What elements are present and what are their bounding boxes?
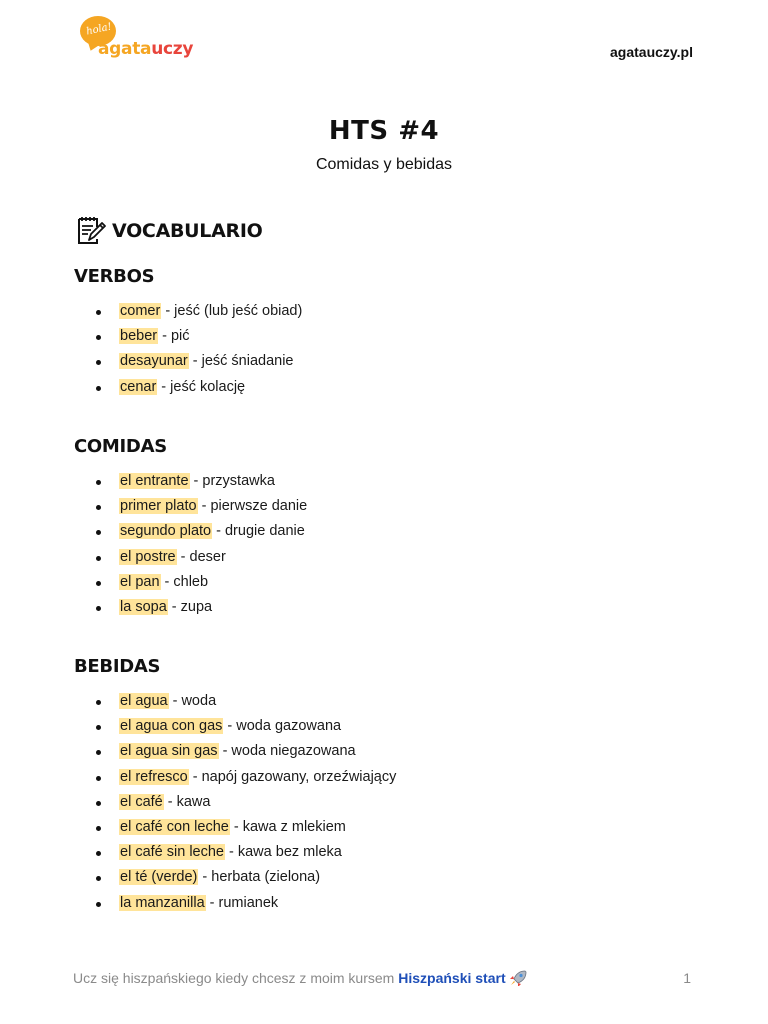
vocab-translation: - jeść śniadanie bbox=[188, 353, 294, 370]
footer-text: Ucz się hiszpańskiego kiedy chcesz z moim kursem bbox=[73, 970, 399, 986]
vocab-translation: - herbata (zielona) bbox=[198, 869, 321, 886]
vocab-term: la manzanilla bbox=[120, 894, 205, 911]
bullet-icon bbox=[96, 725, 101, 730]
bullet-icon bbox=[96, 801, 101, 806]
bullet-icon bbox=[96, 505, 101, 510]
vocab-translation: - pierwsze danie bbox=[197, 498, 308, 515]
list-item bbox=[0, 519, 307, 544]
group-heading-comidas: COMIDAS bbox=[74, 436, 167, 457]
vocab-term: comer bbox=[120, 303, 161, 319]
vocab-term: el té (verde) bbox=[120, 869, 198, 886]
bullet-icon bbox=[96, 851, 101, 856]
vocab-term: cenar bbox=[120, 378, 157, 395]
bullet-icon bbox=[96, 480, 101, 485]
bullet-icon bbox=[96, 902, 101, 907]
vocab-translation: - chleb bbox=[160, 573, 209, 590]
list-item bbox=[0, 840, 396, 865]
vocab-term: el café sin leche bbox=[120, 844, 224, 861]
footer bbox=[73, 970, 527, 986]
vocab-translation: - drugie danie bbox=[212, 523, 305, 540]
page-subtitle: Comidas y bebidas bbox=[315, 156, 453, 173]
vocab-term: el refresco bbox=[120, 768, 188, 785]
list-item bbox=[0, 891, 396, 916]
vocab-list-bebidas bbox=[0, 689, 396, 916]
logo-wordmark bbox=[98, 39, 193, 59]
vocab-list-comidas bbox=[0, 469, 307, 620]
course-link[interactable]: Hiszpański start bbox=[398, 970, 506, 986]
bullet-icon bbox=[96, 335, 101, 340]
vocab-translation: - woda gazowana bbox=[223, 718, 342, 735]
vocab-term: primer plato bbox=[120, 498, 197, 515]
vocab-translation: - woda bbox=[168, 693, 217, 709]
list-item bbox=[0, 324, 302, 349]
bullet-icon bbox=[96, 876, 101, 881]
vocab-term: segundo plato bbox=[120, 523, 212, 540]
vocab-term: el entrante bbox=[120, 473, 189, 489]
brand-logo[interactable] bbox=[80, 16, 200, 64]
site-url-link[interactable]: agatauczy.pl bbox=[610, 44, 693, 60]
bullet-icon bbox=[96, 360, 101, 365]
list-item bbox=[0, 714, 396, 739]
vocab-translation: - kawa z mlekiem bbox=[229, 818, 346, 835]
bullet-icon bbox=[96, 386, 101, 391]
group-heading-verbos: VERBOS bbox=[74, 266, 155, 287]
vocab-translation: - napój gazowany, orzeźwiający bbox=[188, 768, 397, 785]
bullet-icon bbox=[96, 310, 101, 315]
vocab-term: el pan bbox=[120, 573, 160, 590]
vocab-translation: - kawa bez mleka bbox=[224, 844, 342, 861]
list-item bbox=[0, 349, 302, 374]
bullet-icon bbox=[96, 776, 101, 781]
section-title: VOCABULARIO bbox=[112, 220, 263, 242]
vocab-translation: - jeść kolację bbox=[157, 378, 246, 395]
rocket-icon bbox=[509, 970, 527, 986]
section-heading bbox=[74, 214, 262, 248]
bullet-icon bbox=[96, 530, 101, 535]
vocab-translation: - pić bbox=[158, 328, 190, 345]
vocab-translation: - przystawka bbox=[189, 473, 275, 489]
vocab-term: el agua con gas bbox=[120, 718, 223, 735]
vocab-term: beber bbox=[120, 328, 158, 345]
vocab-term: el agua sin gas bbox=[120, 743, 218, 760]
vocab-translation: - kawa bbox=[163, 793, 211, 810]
list-item bbox=[0, 790, 396, 815]
list-item bbox=[0, 570, 307, 595]
vocab-translation: - woda niegazowana bbox=[218, 743, 356, 760]
list-item bbox=[0, 469, 307, 494]
list-item bbox=[0, 689, 396, 714]
vocab-translation: - zupa bbox=[167, 598, 213, 615]
vocab-term: el postre bbox=[120, 548, 176, 565]
vocab-term: el agua bbox=[120, 693, 168, 709]
vocab-term: desayunar bbox=[120, 353, 188, 370]
list-item bbox=[0, 739, 396, 764]
list-item bbox=[0, 375, 302, 400]
list-item bbox=[0, 299, 302, 324]
notepad-pencil-icon bbox=[74, 215, 106, 247]
page-title: HTS #4 bbox=[328, 116, 440, 146]
vocab-translation: - deser bbox=[176, 548, 226, 565]
page-number: 1 bbox=[683, 970, 691, 986]
vocab-term: la sopa bbox=[120, 598, 167, 615]
list-item bbox=[0, 595, 307, 620]
bullet-icon bbox=[96, 556, 101, 561]
list-item bbox=[0, 545, 307, 570]
bullet-icon bbox=[96, 581, 101, 586]
bullet-icon bbox=[96, 700, 101, 705]
bullet-icon bbox=[96, 826, 101, 831]
logo-part-agata: agata bbox=[98, 39, 152, 59]
vocab-translation: - rumianek bbox=[205, 894, 279, 911]
logo-part-uczy: uczy bbox=[151, 39, 194, 59]
bullet-icon bbox=[96, 750, 101, 755]
vocab-term: el café bbox=[120, 793, 163, 810]
group-heading-bebidas: BEBIDAS bbox=[74, 656, 161, 677]
bullet-icon bbox=[96, 606, 101, 611]
vocab-list-verbos bbox=[0, 299, 302, 400]
vocab-translation: - jeść (lub jeść obiad) bbox=[161, 303, 303, 319]
list-item bbox=[0, 494, 307, 519]
logo-greeting: hola! bbox=[85, 21, 113, 38]
list-item bbox=[0, 865, 396, 890]
list-item bbox=[0, 815, 396, 840]
list-item bbox=[0, 765, 396, 790]
vocab-term: el café con leche bbox=[120, 818, 229, 835]
